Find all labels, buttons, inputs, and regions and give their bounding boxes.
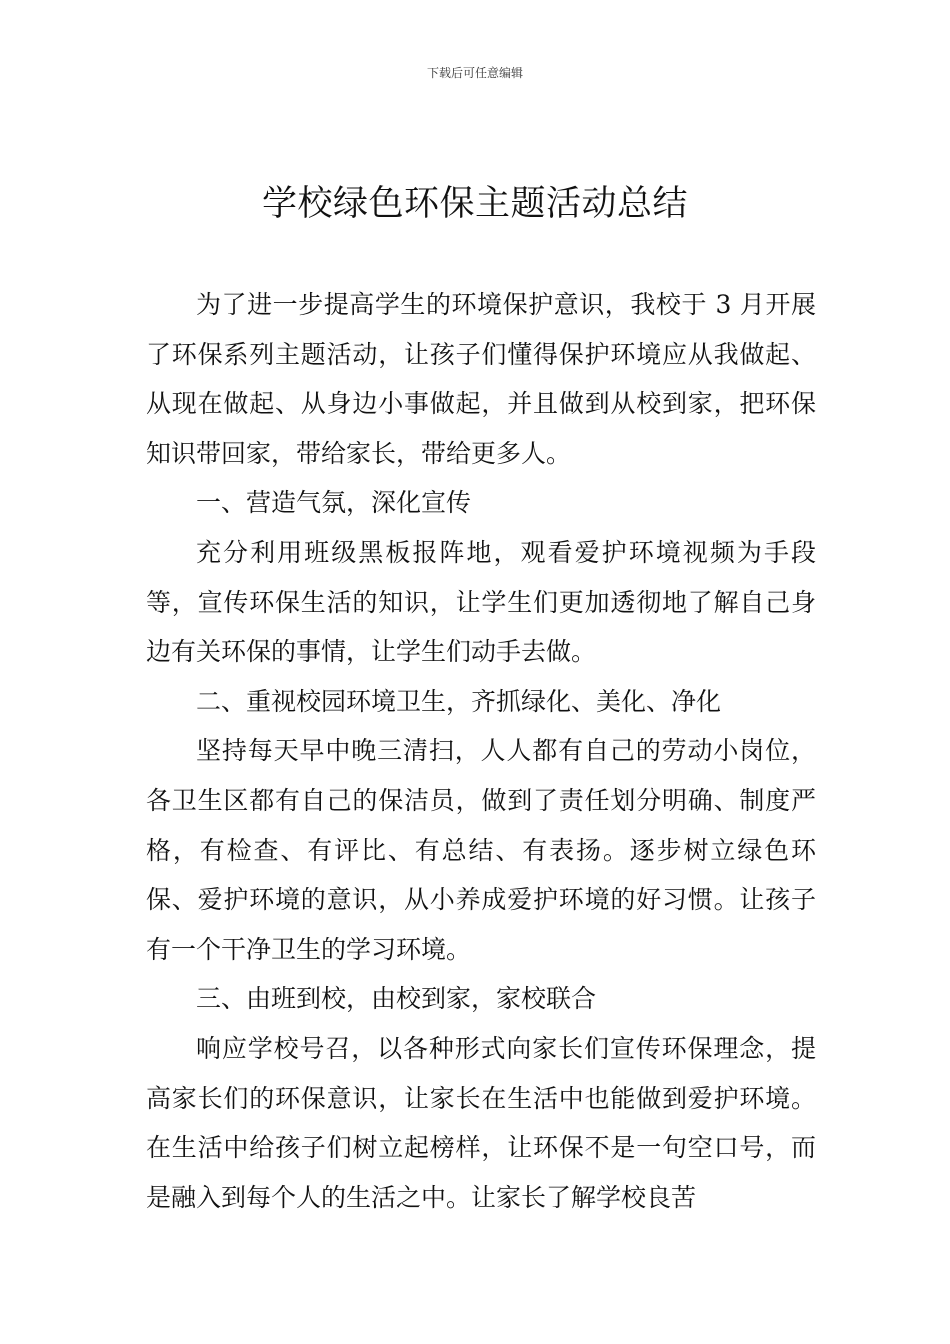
paragraph-section-1: 充分利用班级黑板报阵地，观看爱护环境视频为手段等，宣传环保生活的知识，让学生们更加透彻地了解自己身边有关环保的事情，让学生们动手去做。: [146, 537, 816, 667]
document-title: 学校绿色环保主题活动总结: [261, 184, 688, 224]
section-heading-1: 一、营造气氛，深化宣传: [196, 488, 472, 518]
paragraph-section-2: 坚持每天早中晚三清扫，人人都有自己的劳动小岗位，各卫生区都有自己的保洁员，做到了责任划分明确、制度严格，有检查、有评比、有总结、有表扬。逐步树立绿色环保、爱护环境的意识，从小养成爱护环境的好习惯。让孩子有一个干净卫生的学习环境。: [146, 736, 816, 964]
header-note: 下载后可任意编辑: [426, 66, 523, 80]
paragraph-intro: 为了进一步提高学生的环境保护意识，我校于 3 月开展了环保系列主题活动，让孩子们懂得保护环境应从我做起、从现在做起、从身边小事做起，并且做到从校到家，把环保知识带回家，带给家长，带给更多人。: [146, 290, 816, 468]
section-heading-2: 二、重视校园环境卫生，齐抓绿化、美化、净化: [196, 686, 722, 716]
section-heading-3: 三、由班到校，由校到家，家校联合: [196, 984, 597, 1014]
document-body: [146, 280, 816, 1222]
paragraph-section-3: 响应学校号召，以各种形式向家长们宣传环保理念，提高家长们的环保意识，让家长在生活中也能做到爱护环境。在生活中给孩子们树立起榜样，让环保不是一句空口号，而是融入到每个人的生活之中。让家长了解学校良苦: [146, 1033, 816, 1212]
